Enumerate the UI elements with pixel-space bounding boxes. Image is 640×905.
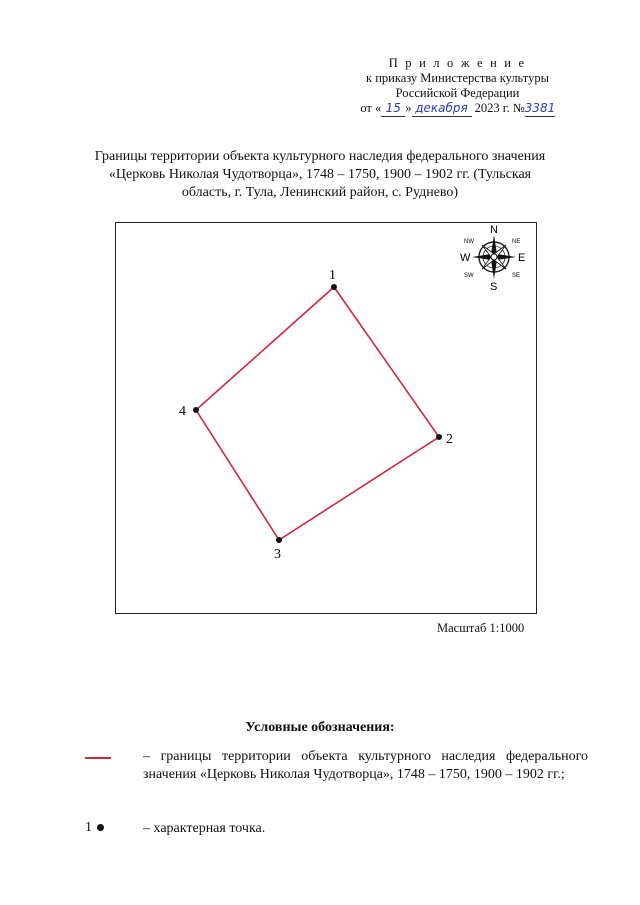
compass-w: W (460, 252, 471, 264)
boundary-line-symbol (85, 757, 111, 759)
legend-point-text: – характерная точка. (143, 821, 266, 836)
legend-boundary-text: – границы территории объекта культурного наследия федерального значения «Церковь Николая Чудотворца», 1748 – 1750, 1900 – 1902 гг.; (143, 749, 588, 782)
point-2-label: 2 (446, 432, 453, 447)
order-year: 2023 г. № (474, 101, 525, 115)
map-frame (115, 222, 537, 614)
boundary-map (116, 223, 536, 613)
appendix-title: П р и л о ж е н и е (388, 56, 527, 70)
appendix-line1: к приказу Министерства культуры (366, 71, 549, 85)
order-date-line (330, 101, 585, 117)
point-symbol-label: 1 (85, 820, 92, 835)
point-symbol (85, 820, 104, 836)
title-line1: Границы территории объекта культурного наследия федерального значения (94, 149, 546, 164)
date-mid: » (405, 101, 412, 115)
compass-s: S (490, 281, 498, 293)
point-dot-icon (97, 824, 104, 831)
title-line3: область, г. Тула, Ленинский район, с. Руднево) (181, 185, 459, 200)
point-1-label: 1 (329, 268, 336, 283)
document-title (70, 148, 570, 202)
order-day: 15 (381, 101, 405, 117)
point-4-marker (193, 407, 199, 413)
compass-e: E (518, 252, 526, 264)
compass-ne: NE (512, 239, 521, 245)
map-scale: Масштаб 1:1000 (437, 621, 525, 635)
boundary-polygon (196, 287, 439, 540)
point-2-marker (436, 434, 442, 440)
point-1-marker (331, 284, 337, 290)
compass-n: N (490, 224, 498, 236)
point-4-label: 4 (179, 404, 186, 419)
compass-se: SE (512, 273, 521, 279)
compass-rose-icon (460, 224, 525, 293)
point-3-marker (276, 537, 282, 543)
appendix-block (330, 56, 585, 117)
date-prefix: от « (360, 101, 382, 115)
legend-title: Условные обозначения: (245, 720, 395, 735)
appendix-line2: Российской Федерации (395, 86, 520, 100)
title-line2: «Церковь Николая Чудотворца», 1748 – 1750, 1900 – 1902 гг. (Тульская (108, 167, 532, 182)
point-3-label: 3 (274, 547, 281, 562)
compass-sw: SW (464, 273, 474, 279)
order-number: 3381 (524, 101, 556, 115)
compass-nw: NW (464, 239, 474, 245)
order-month: декабря (412, 101, 472, 117)
